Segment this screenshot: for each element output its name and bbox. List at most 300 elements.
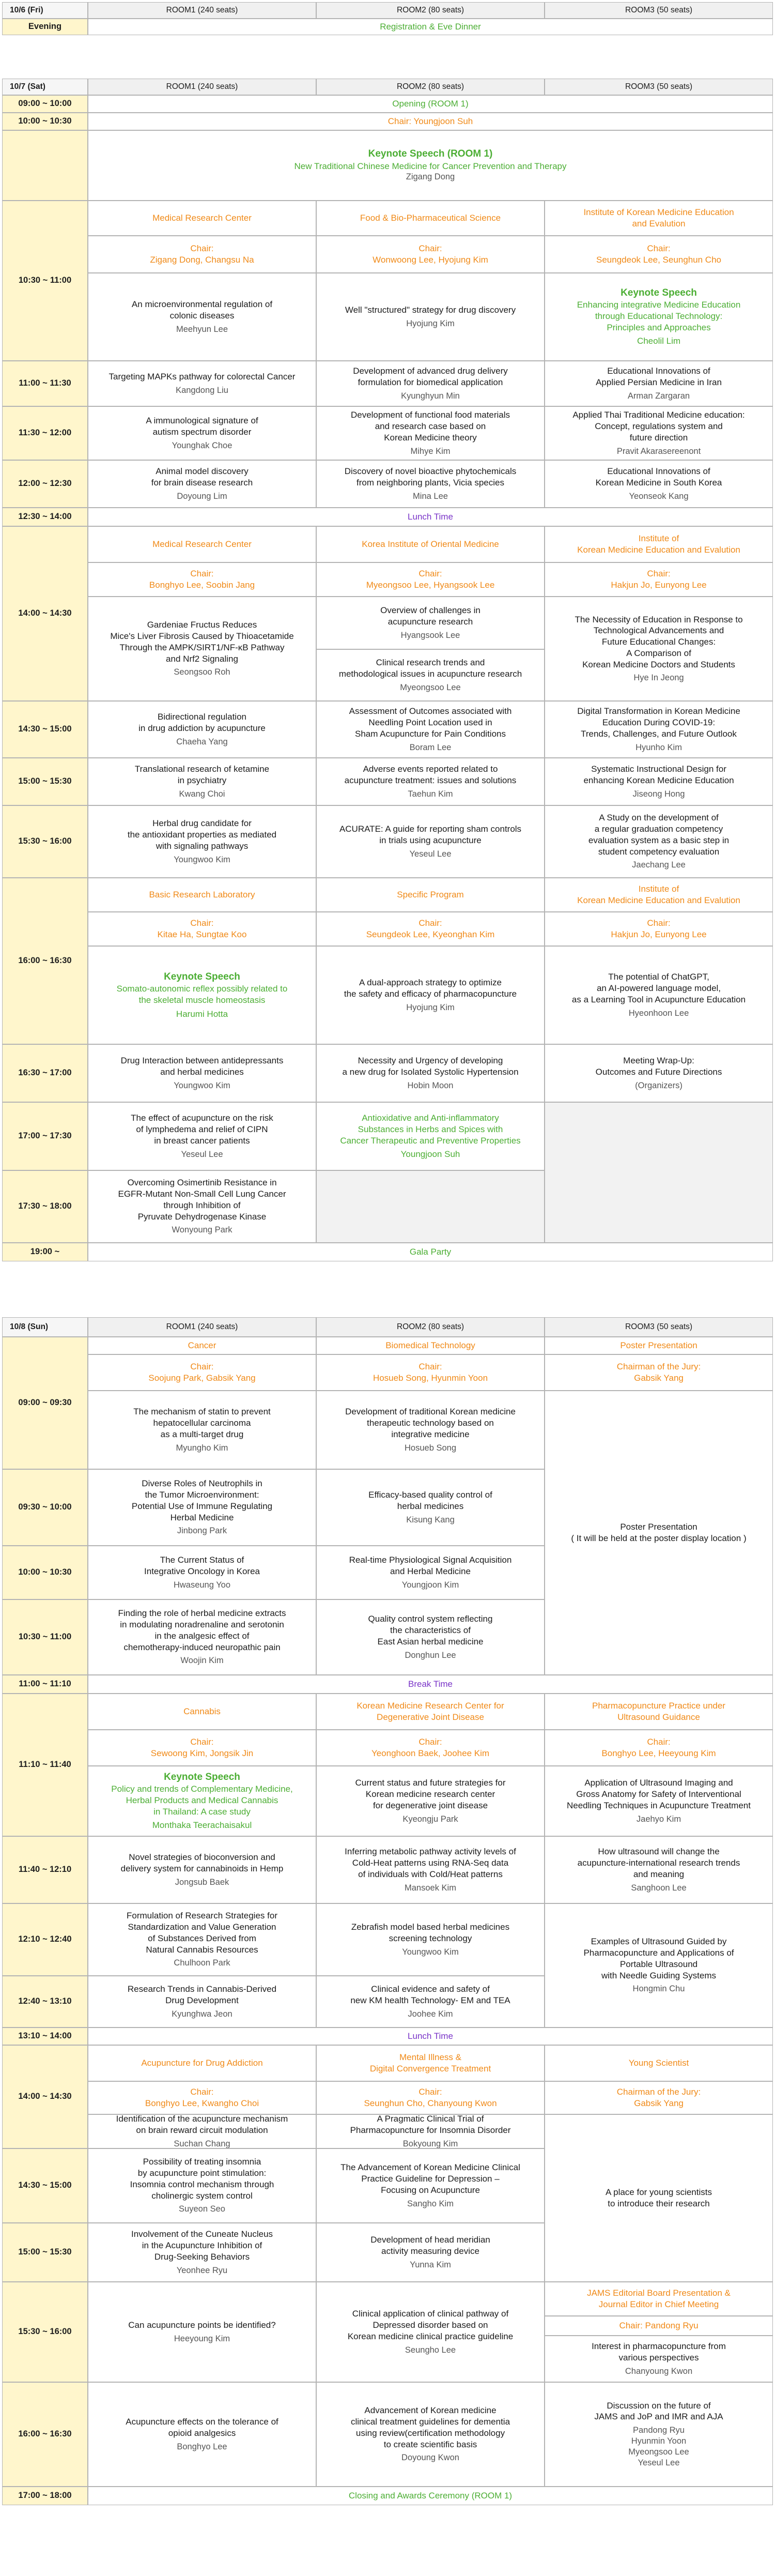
talk-cell	[316, 649, 545, 701]
empty-cell	[316, 1170, 545, 1243]
talk-cell	[88, 1599, 316, 1675]
lunch-break: Lunch Time	[88, 508, 773, 526]
talk-cell	[88, 1903, 316, 1976]
talk-title: Chair: Seunghun Cho, Chanyoung Kwon	[364, 2087, 497, 2108]
talk-author: Younghak Choe	[172, 440, 233, 450]
talk-cell	[316, 1599, 545, 1675]
talk-author: Jongsub Baek	[175, 1877, 229, 1887]
talk-author: Youngwoo Kim	[402, 1947, 459, 1957]
session-chair	[545, 1354, 773, 1391]
talk-cell	[545, 701, 773, 758]
talk-cell	[316, 1546, 545, 1599]
talk-title: Discussion on the future of JAMS and JoP and IMR and AJA	[594, 2400, 723, 2422]
talk-author: Bokyoung Kim	[402, 2139, 458, 2148]
talk-title: Drug Interaction between antidepressants and herbal medicines	[120, 1056, 284, 1077]
talk-title: A Study on the development of a regular graduation competency evaluation system as a basic step in student competency evaluation	[588, 813, 730, 857]
time-slot: 19:00 ~	[2, 1243, 88, 1261]
talk-title: Institute of Korean Medicine Education and Evalution	[583, 207, 734, 228]
time-slot: 17:00 ~ 18:00	[2, 2487, 88, 2505]
talk-title: Chair: Seungdeok Lee, Seunghun Cho	[596, 243, 721, 265]
talk-cell	[88, 406, 316, 460]
time-slot: 15:30 ~ 16:00	[2, 2282, 88, 2382]
talk-author: Jaehyo Kim	[636, 1814, 681, 1824]
time-slot: 15:00 ~ 15:30	[2, 758, 88, 805]
session-chair	[545, 912, 773, 946]
time-slot: 11:10 ~ 11:40	[2, 1694, 88, 1836]
talk-title: Educational Innovations of Applied Persian Medicine in Iran	[596, 366, 722, 387]
talk-cell	[88, 2382, 316, 2487]
talk-title: Chair: Bonghyo Lee, Kwangho Choi	[145, 2087, 259, 2108]
keynote-title: Keynote Speech (ROOM 1)	[368, 148, 493, 160]
talk-title: Advancement of Korean medicine clinical treatment guidelines for dementia using review(certification methodology to create scientific basis	[350, 2405, 510, 2449]
talk-title: Chair: Hakjun Jo, Eunyong Lee	[611, 569, 707, 590]
talk-title: Interest in pharmacopuncture from various perspectives	[592, 2341, 726, 2362]
talk-title: Chair: Sewoong Kim, Jongsik Jin	[150, 1737, 254, 1758]
talk-author: Chanyoung Kwon	[625, 2366, 693, 2376]
session-chair	[545, 1730, 773, 1766]
talk-author: Wonyoung Park	[172, 1225, 233, 1235]
talk-author: Yeonseok Kang	[629, 491, 689, 501]
keynote-block	[88, 130, 773, 201]
talk-author: Kyunghyun Min	[401, 391, 460, 401]
talk-author: Yeonhee Ryu	[176, 2265, 228, 2275]
talk-title: A place for young scientists to introduce their research	[605, 2187, 712, 2208]
talk-author: Hyojung Kim	[406, 318, 455, 328]
talk-title: An microenvironmental regulation of colonic diseases	[131, 299, 273, 321]
evening-event: Registration & Eve Dinner	[88, 19, 773, 35]
time-slot: 09:00 ~ 09:30	[2, 1337, 88, 1469]
talk-cell	[88, 1170, 316, 1243]
talk-author: Yeseul Lee	[181, 1149, 223, 1159]
talk-title: Institute of Korean Medicine Education and Evalution	[577, 884, 740, 905]
talk-title: The Current Status of Integrative Oncology in Korea	[144, 1555, 260, 1576]
talk-title: Necessity and Urgency of developing a new drug for Isolated Systolic Hypertension	[342, 1056, 519, 1077]
talk-cell	[316, 597, 545, 649]
time-slot: 16:30 ~ 17:00	[2, 1044, 88, 1102]
talk-cell	[545, 805, 773, 878]
talk-cell	[88, 2148, 316, 2223]
talk-title: Chair: Kitae Ha, Sungtae Koo	[157, 918, 247, 939]
talk-cell	[88, 361, 316, 406]
talk-title: Research Trends in Cannabis-Derived Drug Development	[127, 1984, 277, 2005]
room3-header: ROOM3 (50 seats)	[545, 2, 773, 19]
time-slot: 12:00 ~ 12:30	[2, 460, 88, 508]
keynote-subtitle: New Traditional Chinese Medicine for Cancer Prevention and Therapy	[294, 161, 567, 171]
talk-title: The effect of acupuncture on the risk of lymphedema and relief of CIPN in breast cancer patients	[131, 1113, 273, 1146]
talk-title: Targeting MAPKs pathway for colorectal Cancer	[109, 372, 296, 382]
poster-presentation-cell	[545, 1391, 773, 1675]
talk-author: Seungho Lee	[405, 2345, 456, 2355]
talk-title: JAMS Editorial Board Presentation & Journal Editor in Chief Meeting	[587, 2288, 731, 2309]
talk-author: Taehun Kim	[408, 789, 453, 799]
talk-cell	[88, 805, 316, 878]
talk-title: The mechanism of statin to prevent hepatocellular carcinoma as a multi-target drug	[133, 1407, 271, 1439]
talk-cell	[316, 2114, 545, 2148]
talk-cell	[88, 2223, 316, 2282]
talk-author: Yeseul Lee	[409, 849, 452, 859]
talk-author: Kyunghwa Jeon	[172, 2009, 233, 2019]
talk-author: Chulhoon Park	[174, 1958, 230, 1968]
talk-cell	[88, 1102, 316, 1170]
session-title: Medical Research Center	[88, 201, 316, 236]
break-time: Break Time	[88, 1675, 773, 1694]
talk-title: Chair: Bonghyo Lee, Soobin Jang	[149, 569, 255, 590]
time-slot: 10:00 ~ 10:30	[2, 1546, 88, 1599]
time-slot: 17:00 ~ 17:30	[2, 1102, 88, 1170]
talk-title: Assessment of Outcomes associated with Needling Point Location used in Sham Acupuncture for Pain Conditions	[349, 706, 512, 739]
time-slot: 15:30 ~ 16:00	[2, 805, 88, 878]
talk-author: Jinbong Park	[177, 1526, 227, 1536]
time-slot: Evening	[2, 19, 88, 35]
talk-author: Kwang Choi	[179, 789, 225, 799]
talk-cell	[545, 597, 773, 701]
talk-cell	[316, 701, 545, 758]
session-title: Biomedical Technology	[316, 1337, 545, 1354]
talk-title: Chairman of the Jury: Gabsik Yang	[616, 1362, 701, 1383]
talk-author: Doyoung Lim	[177, 491, 227, 501]
session-title: Young Scientist	[545, 2045, 773, 2081]
time-slot: 12:10 ~ 12:40	[2, 1903, 88, 1976]
time-slot: 12:40 ~ 13:10	[2, 1976, 88, 2028]
talk-title: Development of advanced drug delivery formulation for biomedical application	[353, 366, 508, 387]
empty-cell	[545, 1102, 773, 1243]
session-title: Cancer	[88, 1337, 316, 1354]
talk-author: Yunna Kim	[410, 2260, 451, 2269]
talk-title: Enhancing integrative Medicine Education through Educational Technology: Principles and Approaches	[577, 300, 741, 332]
talk-cell	[545, 1044, 773, 1102]
room2-header: ROOM2 (80 seats)	[316, 1317, 545, 1337]
talk-title: Chair: Bonghyo Lee, Heeyoung Kim	[601, 1737, 716, 1758]
talk-author: Suchan Chang	[174, 2139, 230, 2148]
talk-title: The potential of ChatGPT, an AI-powered language model, as a Learning Tool in Acupuncture Education	[571, 972, 746, 1004]
talk-cell	[316, 1903, 545, 1976]
talk-title: Chair: Hosueb Song, Hyunmin Yoon	[373, 1362, 488, 1383]
talk-title: How ultrasound will change the acupuncture-international research trends and meaning	[577, 1847, 740, 1879]
talk-author: Myungho Kim	[176, 1443, 228, 1453]
talk-title: Formulation of Research Strategies for Standardization and Value Generation of Substances Derived from Natural Cannabis Resources	[127, 1911, 277, 1955]
talk-title: Overview of challenges in acupuncture research	[380, 605, 481, 627]
talk-title: Application of Ultrasound Imaging and Gross Anatomy for Safety of Interventional Needling Techniques in Acupuncture Treatment	[567, 1778, 751, 1810]
closing-ceremony: Closing and Awards Ceremony (ROOM 1)	[88, 2487, 773, 2505]
talk-title: Chair: Wonwoong Lee, Hyojung Kim	[373, 243, 488, 265]
time-slot	[2, 130, 88, 201]
talk-cell	[545, 1903, 773, 2028]
keynote-label: Keynote Speech	[164, 1771, 240, 1782]
keynote-chair: Chair: Youngjoon Suh	[88, 113, 773, 130]
talk-cell	[316, 460, 545, 508]
talk-title: Gardeniae Fructus Reduces Mice's Liver Fibrosis Caused by Thioacetamide Through the AMPK/SIRT1/NF-κB Pathway and Nrf2 Signaling	[110, 620, 294, 664]
talk-title: Translational research of ketamine in psychiatry	[134, 764, 270, 785]
time-slot: 14:30 ~ 15:00	[2, 701, 88, 758]
talk-cell	[545, 460, 773, 508]
time-slot: 13:10 ~ 14:00	[2, 2028, 88, 2045]
talk-cell	[316, 2382, 545, 2487]
time-slot: 11:40 ~ 12:10	[2, 1836, 88, 1903]
talk-title: Chair: Hakjun Jo, Eunyong Lee	[611, 918, 707, 939]
talk-author: Joohee Kim	[408, 2009, 453, 2019]
talk-cell	[316, 758, 545, 805]
talk-title: Discovery of novel bioactive phytochemicals from neighboring plants, Vicia species	[344, 466, 517, 487]
talk-title: Acupuncture effects on the tolerance of opioid analgesics	[126, 2417, 278, 2438]
talk-title: Mental Illness & Digital Convergence Treatment	[369, 2052, 491, 2074]
session-chair	[88, 236, 316, 273]
talk-cell	[545, 361, 773, 406]
talk-title: Animal model discovery for brain disease research	[151, 466, 253, 487]
session-chair	[88, 562, 316, 597]
talk-title: Chairman of the Jury: Gabsik Yang	[616, 2087, 701, 2108]
session-title: Basic Research Laboratory	[88, 878, 316, 912]
room1-header: ROOM1 (240 seats)	[88, 79, 316, 95]
talk-author: Heeyoung Kim	[174, 2334, 230, 2343]
talk-author: Meehyun Lee	[176, 324, 228, 334]
talk-author: Jaechang Lee	[632, 860, 686, 870]
time-slot: 14:00 ~ 14:30	[2, 2045, 88, 2148]
talk-title: Possibility of treating insomnia by acupuncture point stimulation: Insomnia control mechanism through cholinergic system control	[130, 2157, 274, 2201]
talk-author: Hyojung Kim	[406, 1002, 455, 1012]
talk-author: Sangho Kim	[407, 2199, 454, 2208]
talk-cell	[316, 2148, 545, 2223]
talk-author: Hyunho Kim	[636, 742, 682, 752]
day2-date: 10/7 (Sat)	[2, 79, 88, 95]
talk-cell	[88, 701, 316, 758]
talk-title: Pharmacopuncture Practice under Ultrasound Guidance	[592, 1701, 725, 1722]
time-slot: 12:30 ~ 14:00	[2, 508, 88, 526]
talk-title: Digital Transformation in Korean Medicine Education During COVID-19: Trends, Challenges, and Future Outlook	[577, 706, 740, 739]
talk-author: Mansoek Kim	[405, 1883, 456, 1893]
talk-title: Identification of the acupuncture mechanism on brain reward circuit modulation	[116, 2114, 288, 2135]
talk-author: Kyeongju Park	[402, 1814, 458, 1824]
session-title	[545, 201, 773, 236]
talk-author: Kisung Kang	[406, 1515, 455, 1525]
talk-title: Current status and future strategies for Korean medicine research center for degenerative joint disease	[355, 1778, 506, 1810]
talk-title: A dual-approach strategy to optimize the safety and efficacy of pharmacopuncture	[344, 978, 517, 999]
session-title	[545, 526, 773, 562]
room2-header: ROOM2 (80 seats)	[316, 79, 545, 95]
talk-title: Applied Thai Traditional Medicine education: Concept, regulations system and future direction	[572, 410, 745, 443]
talk-author: Hobin Moon	[407, 1080, 454, 1090]
talk-author: Hosueb Song	[405, 1443, 456, 1453]
talk-title: Clinical application of clinical pathway of Depressed disorder based on Korean medicine clinical practice guideline	[347, 2309, 514, 2341]
time-slot: 10:30 ~ 11:00	[2, 201, 88, 361]
talk-title: Bidirectional regulation in drug addiction by acupuncture	[138, 712, 266, 733]
talk-title: Antioxidative and Anti-inflammatory Substances in Herbs and Spices with Cancer Therapeutic and Preventive Properties	[340, 1113, 521, 1146]
gala-event: Gala Party	[88, 1243, 773, 1261]
talk-author: Seongsoo Roh	[174, 667, 230, 677]
session-chair	[545, 2081, 773, 2114]
young-scientist-cell	[545, 2114, 773, 2282]
keynote-speaker: Zigang Dong	[406, 172, 455, 182]
talk-cell	[316, 1469, 545, 1546]
talk-cell	[88, 1766, 316, 1836]
talk-author: Hwaseung Yoo	[173, 1580, 231, 1590]
talk-title: Systematic Instructional Design for enhancing Korean Medicine Education	[583, 764, 734, 785]
room2-header: ROOM2 (80 seats)	[316, 2, 545, 19]
talk-title: Involvement of the Cuneate Nucleus in the Acupuncture Inhibition of Drug-Seeking Behaviors	[131, 2229, 273, 2262]
talk-cell	[545, 1766, 773, 1836]
talk-cell	[88, 2282, 316, 2382]
talk-title: Examples of Ultrasound Guided by Pharmacopuncture and Applications of Portable Ultrasound with Needle Guiding Systems	[583, 1937, 734, 1980]
time-slot: 17:30 ~ 18:00	[2, 1170, 88, 1243]
talk-title: Chair: Myeongsoo Lee, Hyangsook Lee	[366, 569, 495, 590]
session-chair	[316, 236, 545, 273]
talk-author: Sanghoon Lee	[631, 1883, 687, 1893]
talk-title: Chair: Soojung Park, Gabsik Yang	[148, 1362, 256, 1383]
time-slot: 11:00 ~ 11:10	[2, 1675, 88, 1694]
talk-title: Somato-autonomic reflex possibly related to the skeletal muscle homeostasis	[116, 984, 288, 1005]
session-chair	[88, 1354, 316, 1391]
talk-title: Zebrafish model based herbal medicines screening technology	[351, 1922, 510, 1943]
talk-title: Educational Innovations of Korean Medicine in South Korea	[595, 466, 722, 487]
talk-title: Overcoming Osimertinib Resistance in EGFR-Mutant Non-Small Cell Lung Cancer through Inhibition of Pyruvate Dehydrogenase Kinase	[118, 1178, 286, 1222]
talk-author: Hyangsook Lee	[400, 630, 460, 640]
keynote-label: Keynote Speech	[164, 971, 240, 982]
talk-title: Clinical research trends and methodological issues in acupuncture research	[338, 658, 522, 679]
talk-author: Arman Zargaran	[627, 391, 690, 401]
talk-author: Cheolil Lim	[637, 336, 681, 346]
talk-cell	[88, 460, 316, 508]
talk-author: (Organizers)	[635, 1080, 683, 1090]
keynote-label: Keynote Speech	[621, 287, 697, 298]
talk-title: Meeting Wrap-Up: Outcomes and Future Directions	[595, 1056, 722, 1077]
session-title: Acupuncture for Drug Addiction	[88, 2045, 316, 2081]
talk-cell	[545, 273, 773, 361]
talk-title: Real-time Physiological Signal Acquisition and Herbal Medicine	[349, 1555, 512, 1576]
session-title: Specific Program	[316, 878, 545, 912]
talk-author: Hyeonhoon Lee	[628, 1008, 689, 1018]
session-title: Poster Presentation	[545, 1337, 773, 1354]
day3-date: 10/8 (Sun)	[2, 1317, 88, 1337]
talk-title: A Pragmatic Clinical Trial of Pharmacopuncture for Insomnia Disorder	[350, 2114, 511, 2135]
talk-title: A immunological signature of autism spectrum disorder	[146, 416, 258, 437]
room3-header: ROOM3 (50 seats)	[545, 79, 773, 95]
session-chair	[88, 912, 316, 946]
talk-cell	[316, 805, 545, 878]
session-title: Korea Institute of Oriental Medicine	[316, 526, 545, 562]
talk-cell	[316, 406, 545, 460]
talk-cell	[88, 946, 316, 1044]
talk-cell	[545, 1836, 773, 1903]
talk-cell	[316, 946, 545, 1044]
talk-author: Pravit Akarasereenont	[616, 446, 701, 456]
talk-title: Chair: Zigang Dong, Changsu Na	[150, 243, 254, 265]
talk-cell	[316, 1102, 545, 1170]
time-slot: 14:30 ~ 15:00	[2, 2148, 88, 2223]
time-slot: 15:00 ~ 15:30	[2, 2223, 88, 2282]
session-chair	[88, 1730, 316, 1766]
talk-cell	[88, 1546, 316, 1599]
talk-title: Institute of Korean Medicine Education and Evalution	[577, 534, 740, 555]
talk-cell	[316, 1976, 545, 2028]
talk-author: Suyeon Seo	[179, 2204, 225, 2214]
talk-cell	[88, 1836, 316, 1903]
talk-author: Hye In Jeong	[633, 673, 684, 683]
talk-title: Herbal drug candidate for the antioxidant properties as mediated with signaling pathways	[127, 818, 277, 851]
session-title	[316, 2045, 545, 2081]
time-slot: 10:30 ~ 11:00	[2, 1599, 88, 1675]
talk-title: Well "structured" strategy for drug discovery	[345, 305, 516, 315]
talk-author: Harumi Hotta	[176, 1009, 228, 1019]
talk-author: Youngjoon Kim	[401, 1580, 459, 1590]
talk-title: ACURATE: A guide for reporting sham controls in trials using acupuncture	[339, 824, 522, 845]
talk-cell	[316, 361, 545, 406]
talk-cell	[316, 2282, 545, 2382]
talk-cell	[545, 406, 773, 460]
talk-cell	[545, 2336, 773, 2382]
talk-cell	[88, 1391, 316, 1469]
session-chair	[316, 1730, 545, 1766]
session-chair: Chair: Pandong Ryu	[545, 2316, 773, 2336]
talk-title: Development of functional food materials and research case based on Korean Medicine theory	[350, 410, 510, 443]
talk-author: Chaeha Yang	[176, 737, 228, 746]
talk-title: Korean Medicine Research Center for Degenerative Joint Disease	[357, 1701, 504, 1722]
time-slot: 16:00 ~ 16:30	[2, 2382, 88, 2487]
talk-author: Hongmin Chu	[632, 1984, 685, 1994]
talk-cell	[545, 2382, 773, 2487]
talk-title: The Necessity of Education in Response to Technological Advancements and Future Educational Changes: A Comparison of Korean Medicine Doctors and Students	[575, 614, 743, 669]
talk-title: Chair: Yeonghoon Baek, Joohee Kim	[371, 1737, 490, 1758]
talk-author: Woojin Kim	[180, 1656, 224, 1666]
opening-event: Opening (ROOM 1)	[88, 95, 773, 113]
session-chair	[316, 1354, 545, 1391]
time-slot: 11:00 ~ 11:30	[2, 361, 88, 406]
talk-cell	[316, 2223, 545, 2282]
room1-header: ROOM1 (240 seats)	[88, 2, 316, 19]
talk-author: Jiseong Hong	[632, 789, 685, 799]
session-chair	[545, 236, 773, 273]
session-title: Medical Research Center	[88, 526, 316, 562]
talk-title: Efficacy-based quality control of herbal medicines	[368, 1490, 492, 1511]
talk-cell	[316, 1044, 545, 1102]
talk-author: Kangdong Liu	[176, 385, 228, 395]
time-slot: 09:30 ~ 10:00	[2, 1469, 88, 1546]
talk-title: Quality control system reflecting the characteristics of East Asian herbal medicine	[368, 1614, 493, 1647]
time-slot: 09:00 ~ 10:00	[2, 95, 88, 113]
talk-title: Diverse Roles of Neutrophils in the Tumor Microenvironment: Potential Use of Immune Regulating Herbal Medicine	[131, 1478, 273, 1522]
session-title	[545, 1694, 773, 1730]
time-slot: 11:30 ~ 12:00	[2, 406, 88, 460]
talk-author: Pandong Ryu Hyunmin Yoon Myeongsoo Lee Yeseul Lee	[628, 2426, 689, 2468]
talk-author: Monthaka Teerachaisakul	[152, 1820, 252, 1831]
talk-cell	[316, 1766, 545, 1836]
talk-cell	[545, 946, 773, 1044]
talk-author: Myeongsoo Lee	[400, 682, 461, 692]
talk-title: Poster Presentation ( It will be held at the poster display location )	[571, 1522, 747, 1543]
session-chair	[316, 562, 545, 597]
talk-author: Youngjoon Suh	[400, 1149, 460, 1160]
session-title	[545, 878, 773, 912]
talk-cell	[88, 273, 316, 361]
time-slot: 16:00 ~ 16:30	[2, 878, 88, 1044]
talk-title: Can acupuncture points be identified?	[128, 2320, 276, 2330]
talk-cell	[88, 1469, 316, 1546]
talk-title: Inferring metabolic pathway activity levels of Cold-Heat patterns using RNA-Seq data of individuals with Cold/Heat patterns	[345, 1847, 516, 1879]
talk-author: Doyoung Kwon	[401, 2453, 459, 2463]
talk-author: Boram Lee	[409, 742, 452, 752]
session-title	[545, 2282, 773, 2316]
talk-author: Youngwoo Kim	[174, 855, 230, 864]
talk-cell	[88, 2114, 316, 2148]
talk-cell	[545, 758, 773, 805]
talk-cell	[88, 597, 316, 701]
talk-author: Donghun Lee	[405, 1650, 456, 1660]
session-chair	[316, 912, 545, 946]
time-slot: 10:00 ~ 10:30	[2, 113, 88, 130]
talk-title: Finding the role of herbal medicine extracts in modulating noradrenaline and serotonin in the analgesic effect of chemotherapy-induced neuropathic pain	[118, 1608, 286, 1652]
talk-title: Development of traditional Korean medicine therapeutic technology based on integrative medicine	[345, 1407, 516, 1439]
session-title: Food & Bio-Pharmaceutical Science	[316, 201, 545, 236]
room1-header: ROOM1 (240 seats)	[88, 1317, 316, 1337]
day1-date: 10/6 (Fri)	[2, 2, 88, 19]
